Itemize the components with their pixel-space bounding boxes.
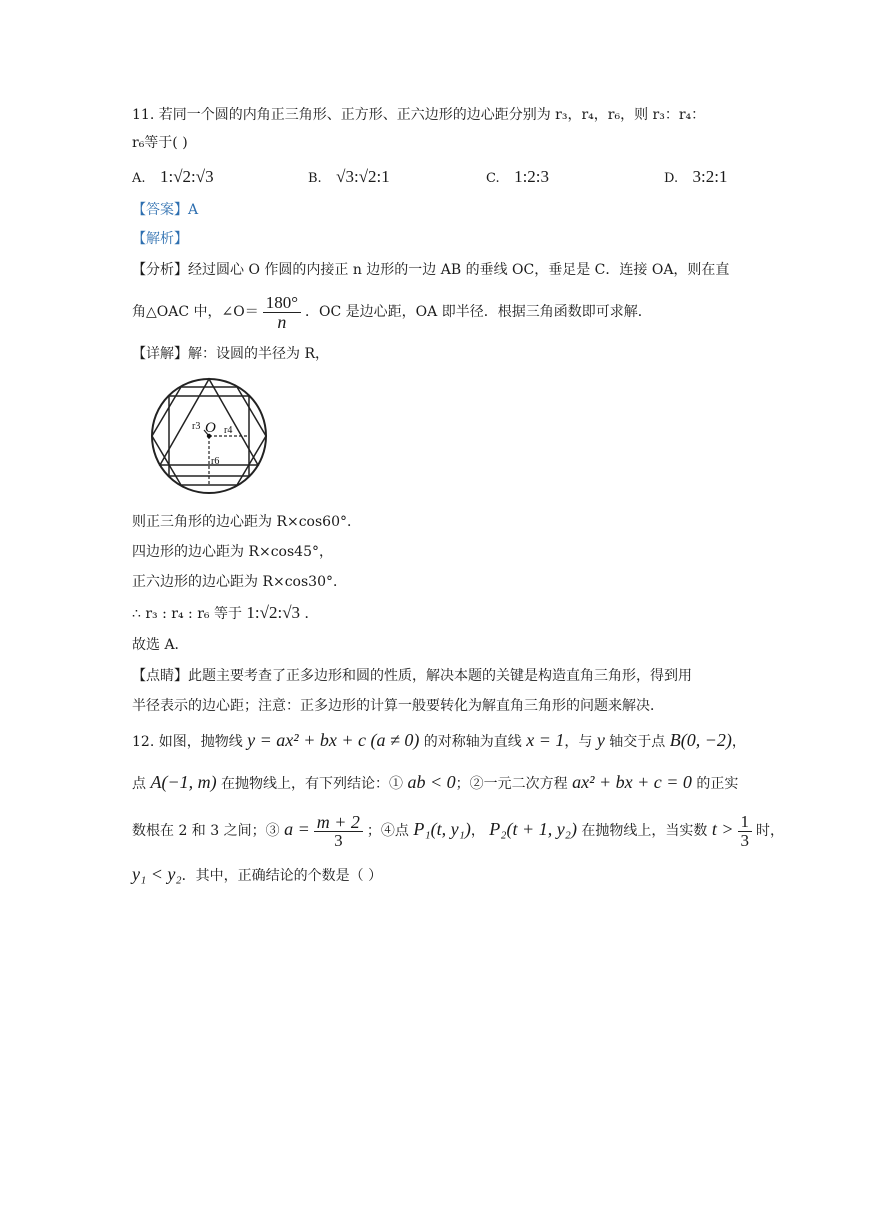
- q12-text: ，: [731, 734, 746, 750]
- step4-prefix: ∴ r₃ : r₄ : r₆ 等于: [132, 606, 242, 622]
- parabola-equation: y = ax² + bx + c (a ≠ 0): [247, 730, 420, 750]
- fraction-denominator: 3: [740, 830, 749, 850]
- q11-stem-line1: 11. 若同一个圆的内角正三角形、正方形、正六边形的边心距分别为 r₃，r₄，r₆，则 r₃：r₄：: [132, 107, 706, 123]
- q11-remark-line2: 半径表示的边心距；注意：正多边形的计算一般要转化为解直角三角形的问题来解决．: [132, 698, 664, 714]
- t-greater: t >: [711, 819, 734, 839]
- label-r3: r3: [192, 421, 201, 432]
- q12-text: ；②一元二次方程: [455, 776, 568, 792]
- q11-option-c: [486, 166, 549, 190]
- point-p1: P₁(t, y₁): [413, 819, 471, 839]
- option-letter: C.: [486, 171, 500, 186]
- q11-step1: 则正三角形的边心距为 R×cos60°．: [132, 514, 361, 530]
- q11-option-b: [308, 166, 390, 190]
- q11-step2: 四边形的边心距为 R×cos45°，: [132, 544, 333, 560]
- inequality-y: y₁ < y₂: [132, 864, 182, 884]
- point-p2: P₂(t + 1, y₂): [489, 819, 577, 839]
- analysis-text: 角△OAC 中，∠O＝: [132, 304, 259, 320]
- angle-fraction: [263, 294, 301, 331]
- q11-analysis-heading: 【解析】: [132, 231, 188, 247]
- q11-analysis-line1: 【分析】经过圆心 O 作圆的内接正 n 边形的一边 AB 的垂线 OC，垂足是 C．连接 OA，则在直: [132, 262, 730, 278]
- q12-text: ，: [470, 823, 485, 839]
- q12-text: 数根在 2 和 3 之间；③: [132, 823, 280, 839]
- q11-remark-line1: 【点睛】此题主要考查了正多边形和圆的性质，解决本题的关键是构造直角三角形，得到用: [132, 668, 692, 684]
- q12-text: 在抛物线上，当实数: [581, 823, 708, 839]
- q12-text: 在抛物线上，有下列结论：①: [221, 776, 404, 792]
- fraction-numerator: 180°: [263, 294, 301, 313]
- a-fraction: [314, 813, 363, 850]
- q12-text: 的对称轴为直线: [423, 734, 522, 750]
- q11-choice: 故选 A．: [132, 637, 189, 653]
- q12-text: 轴交于点: [609, 734, 666, 750]
- q12-text: ，与: [564, 734, 593, 750]
- option-expression: 1:√2:√3: [159, 167, 214, 186]
- inequality-ab: ab < 0: [407, 772, 456, 792]
- q12-line1: [132, 726, 746, 756]
- a-equals: a =: [284, 819, 310, 839]
- q11-step3: 正六边形的边心距为 R×cos30°．: [132, 574, 347, 590]
- step4-expression: 1:√2:√3: [246, 603, 301, 622]
- point-a: A(−1, m): [150, 772, 217, 792]
- label-r4: r4: [224, 425, 233, 436]
- q12-text: 点: [132, 776, 146, 792]
- q12-text: 时，: [756, 823, 784, 839]
- q11-option-a: [132, 166, 214, 190]
- option-expression: √3:√2:1: [336, 167, 390, 186]
- q11-answer: 【答案】A: [132, 202, 199, 218]
- q12-line3: [132, 806, 784, 854]
- y-variable: y: [596, 730, 605, 750]
- q12-text: 的正实: [696, 776, 739, 792]
- axis-equation: x = 1: [526, 730, 565, 750]
- analysis-text: ．OC 是边心距，OA 即半径．根据三角函数即可求解．: [305, 304, 652, 320]
- q12-text: ；④点: [366, 823, 409, 839]
- fraction-numerator: m + 2: [314, 813, 363, 832]
- option-letter: A.: [132, 171, 146, 186]
- fraction-numerator: 1: [738, 813, 753, 832]
- option-letter: D.: [664, 171, 679, 186]
- inscribed-polygons-figure: [148, 372, 270, 498]
- t-fraction: [738, 813, 753, 850]
- q12-text: 12. 如图，抛物线: [132, 734, 243, 750]
- quadratic-equation: ax² + bx + c = 0: [572, 772, 692, 792]
- q11-stem-line2: r₆等于( ): [132, 135, 188, 151]
- q11-option-d: [664, 166, 728, 190]
- q11-detail-heading: 【详解】解：设圆的半径为 R，: [132, 346, 329, 362]
- fraction-denominator: n: [277, 311, 287, 332]
- q12-text: ．其中，正确结论的个数是（ ）: [181, 868, 383, 884]
- fraction-denominator: 3: [334, 830, 343, 850]
- option-letter: B.: [308, 171, 322, 186]
- label-o: O: [205, 420, 216, 436]
- label-r6: r6: [211, 456, 220, 467]
- point-b: B(0, −2): [669, 730, 732, 750]
- q12-line4: [132, 860, 382, 890]
- option-expression: 3:2:1: [692, 167, 728, 186]
- step4-suffix: ．: [304, 606, 319, 622]
- q11-step4: [132, 603, 318, 624]
- option-expression: 1:2:3: [514, 167, 550, 186]
- q12-line2: [132, 768, 738, 798]
- q11-analysis-line2: [132, 290, 652, 334]
